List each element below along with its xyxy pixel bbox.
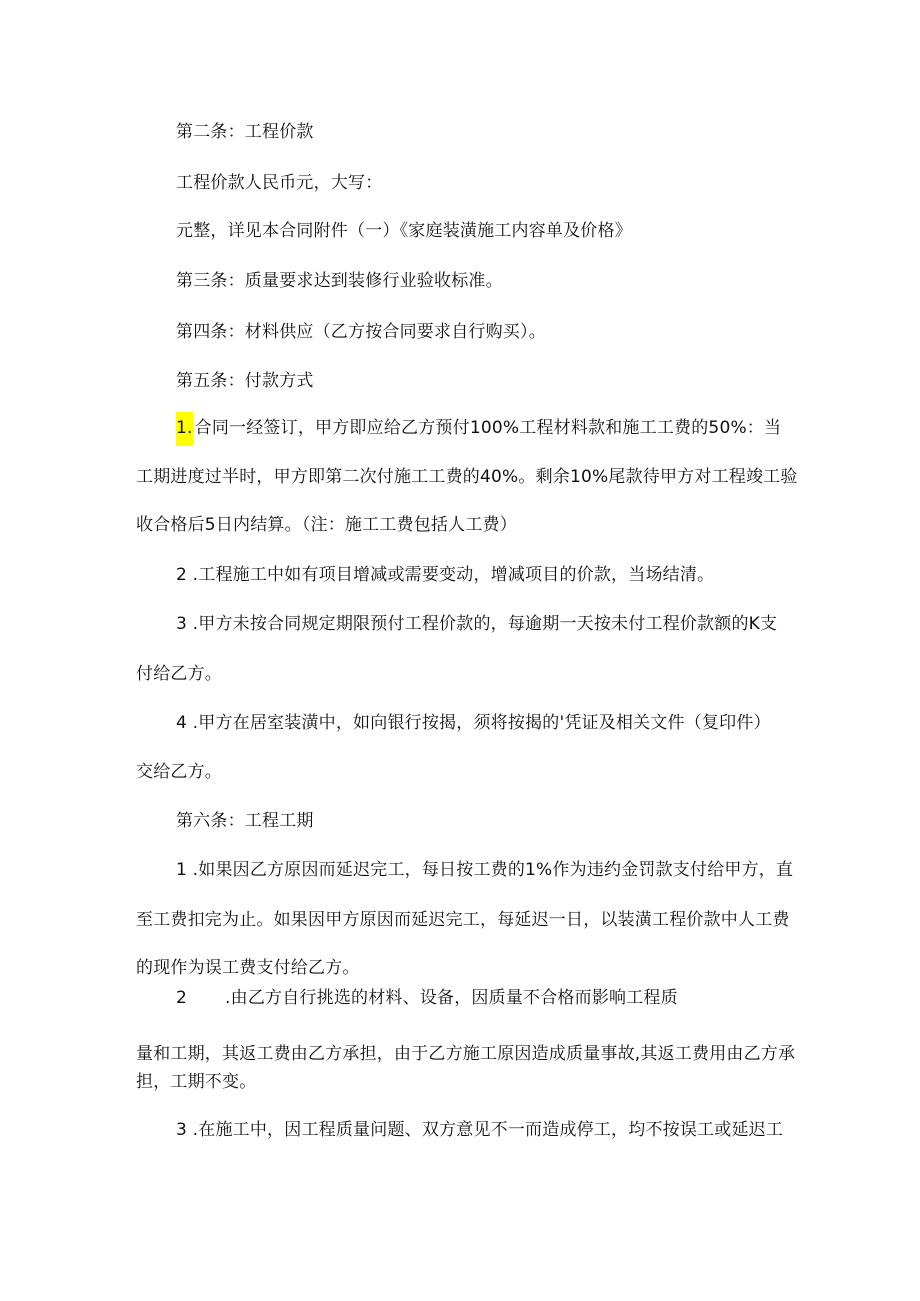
article5-item4-text1: .甲方在居室装潢中，如向银行按揭，须将按揭的'凭证及相关文件（复印件） — [192, 713, 771, 733]
article2-line2: 元整，详见本合同附件（一）《家庭装潢施工内容单及价格》 — [176, 221, 632, 241]
article5-item2-line1 — [176, 563, 714, 587]
article5-item4-line1 — [176, 711, 771, 735]
item-number: 3 — [176, 614, 188, 634]
item-number: 2 — [176, 565, 188, 585]
article6-item3-text1: .在施工中，因工程质量问题、双方意见不一而造成停工，均不按误工或延迟工 — [192, 1120, 784, 1140]
highlighted-item-number: 1. — [176, 412, 193, 446]
article5-item1-line3: 收合格后5日内结算。（注：施工工费包括人工费） — [136, 515, 517, 535]
article5-item2-text1: .工程施工中如有项目增减或需要变动，增减项目的价款，当场结清。 — [192, 565, 715, 585]
article6-item1-line1 — [176, 858, 793, 882]
article6-item1-text1: .如果因乙方原因而延迟完工，每日按工费的1%作为违约金罚款支付给甲方，直 — [192, 860, 794, 880]
article5-item4-line2: 交给乙方。 — [136, 762, 222, 782]
article5-item1-line1 — [176, 412, 781, 446]
article5-item3-line2: 付给乙方。 — [136, 664, 222, 684]
article5-item3-text1: .甲方未按合同规定期限预付工程价款的，每逾期一天按未付工程价款额的K支 — [192, 614, 778, 634]
article5-item1-text1: 合同一经签订，甲方即应给乙方预付100%工程材料款和施工工费的50%：当 — [194, 418, 782, 438]
article5-title: 第五条：付款方式 — [176, 371, 314, 391]
article2-line1: 工程价款人民币元，大写： — [176, 173, 383, 193]
item-number: 3 — [176, 1120, 188, 1140]
article6-title: 第六条：工程工期 — [176, 811, 314, 831]
article6-item2-line1 — [176, 986, 678, 1010]
article3-title: 第三条：质量要求达到装修行业验收标准。 — [176, 271, 503, 291]
article4-title: 第四条：材料供应（乙方按合同要求自行购买）。 — [176, 322, 546, 342]
article6-item1-line3: 的现作为误工费支付给乙方。 — [136, 958, 360, 978]
article6-item2-line2: 量和工期，其返工费由乙方承担，由于乙方施工原因造成质量事故,其返工费用由乙方承 — [136, 1044, 796, 1064]
article5-item1-line2: 工期进度过半时，甲方即第二次付施工工费的40%。剩余10%尾款待甲方对工程竣工验 — [136, 467, 798, 487]
item-number: 2 — [176, 988, 188, 1008]
article6-item2-line3: 担，工期不变。 — [136, 1072, 257, 1092]
article6-item1-line2: 至工费扣完为止。如果因甲方原因而延迟完工，每延迟一日，以装潢工程价款中人工费 — [136, 910, 790, 930]
article6-item3-line1 — [176, 1118, 783, 1142]
item-number: 4 — [176, 713, 188, 733]
item-number: 1 — [176, 860, 188, 880]
article5-item3-line1 — [176, 612, 777, 636]
article6-item2-text1: .由乙方自行挑选的材料、设备，因质量不合格而影响工程质 — [225, 988, 678, 1008]
article2-title: 第二条：工程价款 — [176, 122, 314, 142]
